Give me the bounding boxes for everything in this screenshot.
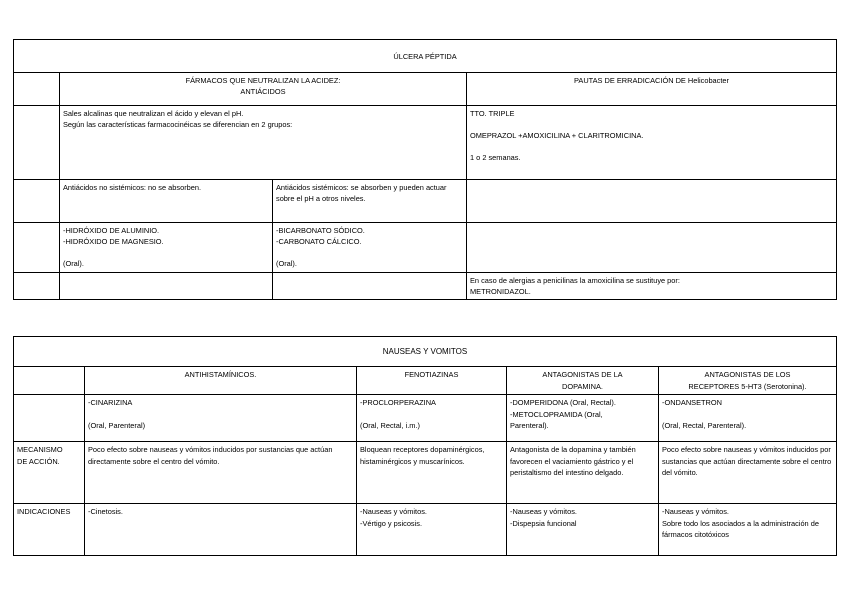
empty-cell [273,273,467,300]
header-fenotiazinas: FENOTIAZINAS [357,367,507,395]
mecanismo-label: MECANISMO DE ACCIÓN. [14,442,85,504]
nauseas-title: NAUSEAS Y VOMITOS [14,337,837,367]
empty-cell [14,180,60,223]
ulcera-title: ÚLCERA PÉPTIDA [14,40,837,73]
header-antagonistas-dopamina: ANTAGONISTAS DE LA DOPAMINA. [507,367,659,395]
sistemicos-cell: Antiácidos sistémicos: se absorben y pueden actuar sobre el pH a otros niveles. [273,180,467,223]
header-antihistaminicos: ANTIHISTAMÍNICOS. [85,367,357,395]
mecanismo-antihistaminicos: Poco efecto sobre nauseas y vómitos inducidos por sustancias que actúan directamente sobre el centro del vómito. [85,442,357,504]
nauseas-vomitos-table [13,336,837,556]
indicaciones-antagonistas-dopamina: -Nauseas y vómitos. -Dispepsia funcional [507,504,659,556]
empty-cell [14,106,60,180]
drug-antagonistas-5ht3: -ONDANSETRON (Oral, Rectal, Parenteral). [659,395,837,442]
drug-antagonistas-dopamina: -DOMPERIDONA (Oral, Rectal). -METOCLOPRAMIDA (Oral, Parenteral). [507,395,659,442]
drugs-sistemicos: -BICARBONATO SÓDICO. -CARBONATO CÁLCICO. (Oral). [273,223,467,273]
mecanismo-antagonistas-5ht3: Poco efecto sobre nauseas y vómitos inducidos por sustancias que actúan directamente sobre el centro del vómito. [659,442,837,504]
header-antagonistas-5ht3: ANTAGONISTAS DE LOS RECEPTORES 5-HT3 (Serotonina). [659,367,837,395]
indicaciones-label: INDICACIONES [14,504,85,556]
indicaciones-fenotiazinas: -Nauseas y vómitos. -Vértigo y psicosis. [357,504,507,556]
mecanismo-fenotiazinas: Bloquean receptores dopaminérgicos, histaminérgicos y muscarínicos. [357,442,507,504]
empty-cell [60,273,273,300]
drugs-no-sistemicos: -HIDRÓXIDO DE ALUMINIO. -HIDRÓXIDO DE MAGNESIO. (Oral). [60,223,273,273]
alergia-cell: En caso de alergias a penicilinas la amoxicilina se sustituye por: METRONIDAZOL. [467,273,837,300]
empty-cell [14,395,85,442]
drug-antihistaminicos: -CINARIZINA (Oral, Parenteral) [85,395,357,442]
tto-triple: TTO. TRIPLE OMEPRAZOL +AMOXICILINA + CLARITROMICINA. 1 o 2 semanas. [467,106,837,180]
empty-cell [14,223,60,273]
erradicacion-header: PAUTAS DE ERRADICACIÓN DE Helicobacter [467,73,837,106]
antiacidos-intro: Sales alcalinas que neutralizan el ácido y elevan el pH. Según las características farmacocinéicas se diferencian en 2 grupos: [60,106,467,180]
empty-cell [467,180,837,223]
empty-cell [467,223,837,273]
mecanismo-antagonistas-dopamina: Antagonista de la dopamina y también favorecen el vaciamiento gástrico y el peristaltismo del intestino delgado. [507,442,659,504]
empty-cell [14,273,60,300]
indicaciones-antagonistas-5ht3: -Nauseas y vómitos. Sobre todo los asociados a la administración de fármacos citotóxicos [659,504,837,556]
drug-fenotiazinas: -PROCLORPERAZINA (Oral, Rectal, i.m.) [357,395,507,442]
no-sistemicos-cell: Antiácidos no sistémicos: no se absorben. [60,180,273,223]
ulcera-peptida-table [13,39,837,300]
indicaciones-antihistaminicos: -Cinetosis. [85,504,357,556]
empty-cell [14,73,60,106]
antiacidos-header: FÁRMACOS QUE NEUTRALIZAN LA ACIDEZ: ANTIÁCIDOS [60,73,467,106]
empty-cell [14,367,85,395]
